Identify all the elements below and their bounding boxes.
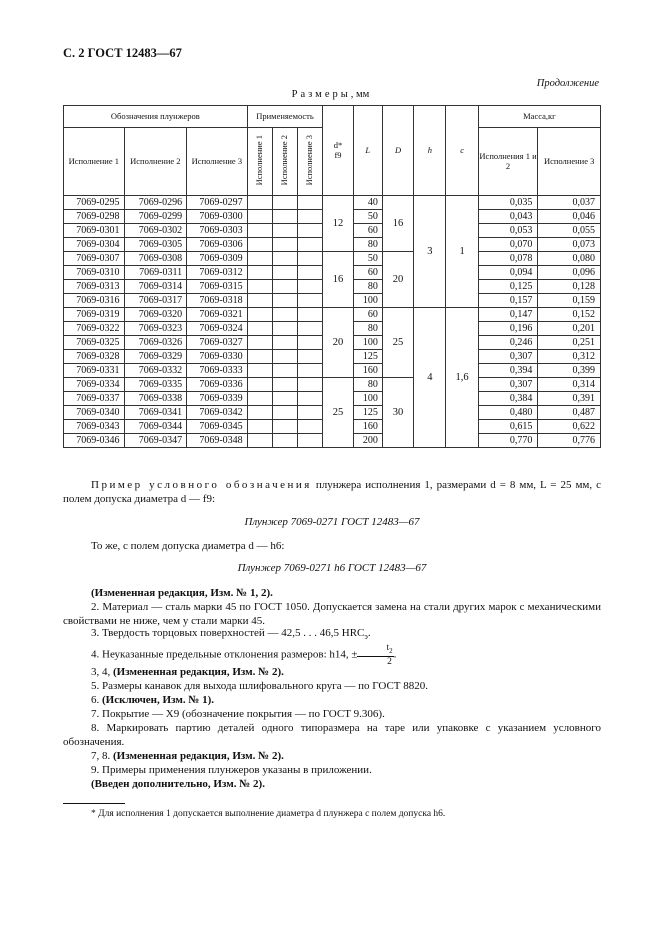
length-L: 60 bbox=[353, 266, 382, 280]
designation-2: 7069-0344 bbox=[124, 420, 187, 434]
applicability-1 bbox=[247, 406, 272, 420]
item-34-note bbox=[63, 665, 601, 679]
length-L: 50 bbox=[353, 210, 382, 224]
applicability-2 bbox=[272, 280, 297, 294]
designation-3: 7069-0336 bbox=[187, 378, 248, 392]
applicability-3 bbox=[298, 392, 323, 406]
designation-3: 7069-0339 bbox=[187, 392, 248, 406]
applicability-2 bbox=[272, 364, 297, 378]
designation-3: 7069-0303 bbox=[187, 224, 248, 238]
designation-3: 7069-0345 bbox=[187, 420, 248, 434]
applicability-3 bbox=[298, 294, 323, 308]
length-L: 80 bbox=[353, 238, 382, 252]
header-mass-3: Исполнение 3 bbox=[538, 128, 601, 196]
designation-2: 7069-0299 bbox=[124, 210, 187, 224]
applicability-3 bbox=[298, 252, 323, 266]
item-78-note bbox=[63, 749, 601, 763]
length-L: 80 bbox=[353, 322, 382, 336]
mass-3: 0,159 bbox=[538, 294, 601, 308]
designation-3: 7069-0321 bbox=[187, 308, 248, 322]
footnote: * Для исполнения 1 допускается выполнение диаметра d плунжера с полем допуска h6. bbox=[91, 809, 446, 819]
applicability-3 bbox=[298, 322, 323, 336]
applicability-3 bbox=[298, 420, 323, 434]
mass-3: 0,037 bbox=[538, 196, 601, 210]
mass-3: 0,314 bbox=[538, 378, 601, 392]
table-caption-word: Размеры bbox=[291, 89, 351, 100]
applicability-1 bbox=[247, 378, 272, 392]
designation-2: 7069-0302 bbox=[124, 224, 187, 238]
header-mass: Масса,кг bbox=[478, 106, 600, 128]
mass-12: 0,070 bbox=[478, 238, 538, 252]
applicability-3 bbox=[298, 238, 323, 252]
mass-12: 0,035 bbox=[478, 196, 538, 210]
mass-3: 0,152 bbox=[538, 308, 601, 322]
mass-3: 0,201 bbox=[538, 322, 601, 336]
item-6-num: 6. bbox=[91, 694, 102, 706]
applicability-2 bbox=[272, 266, 297, 280]
designation-2: 7069-0326 bbox=[124, 336, 187, 350]
designation-2: 7069-0338 bbox=[124, 392, 187, 406]
applicability-3 bbox=[298, 378, 323, 392]
table-row bbox=[64, 196, 601, 210]
table-row bbox=[64, 252, 601, 266]
item-4 bbox=[63, 643, 601, 667]
applicability-1 bbox=[247, 420, 272, 434]
item-3-subscript: э bbox=[364, 632, 368, 642]
length-L: 160 bbox=[353, 364, 382, 378]
header-designation-3: Исполнение 3 bbox=[187, 128, 248, 196]
diameter-D: 25 bbox=[382, 308, 413, 378]
designation-2: 7069-0329 bbox=[124, 350, 187, 364]
header-designations: Обозначения плунжеров bbox=[64, 106, 248, 128]
designation-1: 7069-0340 bbox=[64, 406, 125, 420]
designation-1: 7069-0313 bbox=[64, 280, 125, 294]
applicability-1 bbox=[247, 364, 272, 378]
header-d-main: d* bbox=[333, 139, 343, 150]
height-h: 4 bbox=[414, 308, 446, 448]
designation-1: 7069-0337 bbox=[64, 392, 125, 406]
footnote-separator bbox=[63, 803, 125, 804]
applicability-1 bbox=[247, 434, 272, 448]
mass-3: 0,391 bbox=[538, 392, 601, 406]
applicability-3 bbox=[298, 406, 323, 420]
applicability-1 bbox=[247, 196, 272, 210]
same-paragraph: То же, с полем допуска диаметра d — h6: bbox=[91, 540, 285, 552]
designation-3: 7069-0309 bbox=[187, 252, 248, 266]
applicability-1 bbox=[247, 336, 272, 350]
mass-12: 0,125 bbox=[478, 280, 538, 294]
length-L: 80 bbox=[353, 378, 382, 392]
applicability-1 bbox=[247, 238, 272, 252]
mass-3: 0,487 bbox=[538, 406, 601, 420]
item-4-end: . bbox=[393, 648, 397, 661]
mass-3: 0,776 bbox=[538, 434, 601, 448]
applicability-2 bbox=[272, 294, 297, 308]
applicability-2 bbox=[272, 420, 297, 434]
designation-3: 7069-0342 bbox=[187, 406, 248, 420]
designation-1: 7069-0346 bbox=[64, 434, 125, 448]
item-3 bbox=[63, 626, 601, 644]
diameter-D: 20 bbox=[382, 252, 413, 308]
table-caption bbox=[0, 89, 661, 100]
designation-1: 7069-0301 bbox=[64, 224, 125, 238]
mass-3: 0,399 bbox=[538, 364, 601, 378]
length-L: 100 bbox=[353, 392, 382, 406]
applicability-2 bbox=[272, 238, 297, 252]
applicability-2 bbox=[272, 336, 297, 350]
applicability-3 bbox=[298, 266, 323, 280]
mass-12: 0,480 bbox=[478, 406, 538, 420]
mass-3: 0,080 bbox=[538, 252, 601, 266]
applicability-2 bbox=[272, 406, 297, 420]
header-designation-2: Исполнение 2 bbox=[124, 128, 187, 196]
continuation-label: Продолжение bbox=[536, 78, 599, 89]
header-mass-12: Исполнения 1 и 2 bbox=[478, 128, 538, 196]
applicability-1 bbox=[247, 266, 272, 280]
diameter-D: 16 bbox=[382, 196, 413, 252]
length-L: 80 bbox=[353, 280, 382, 294]
mass-3: 0,046 bbox=[538, 210, 601, 224]
applicability-3 bbox=[298, 434, 323, 448]
designation-3: 7069-0330 bbox=[187, 350, 248, 364]
mass-12: 0,770 bbox=[478, 434, 538, 448]
item-3-text: 3. Твердость торцовых поверхностей — 42,5 . . . 46,5 HRC bbox=[91, 627, 365, 639]
fraction-num-t: t bbox=[386, 643, 390, 653]
item-4-text: 4. Неуказанные предельные отклонения размеров: h14, ± bbox=[91, 648, 358, 661]
header-applicability-3-text: Исполнение 3 bbox=[304, 134, 315, 186]
applicability-2 bbox=[272, 322, 297, 336]
table-row bbox=[64, 378, 601, 392]
example-lead: Пример условного обозначения bbox=[91, 479, 312, 491]
applicability-3 bbox=[298, 210, 323, 224]
mass-12: 0,147 bbox=[478, 308, 538, 322]
designation-1: 7069-0298 bbox=[64, 210, 125, 224]
mass-12: 0,157 bbox=[478, 294, 538, 308]
applicability-3 bbox=[298, 308, 323, 322]
length-L: 125 bbox=[353, 406, 382, 420]
mass-12: 0,196 bbox=[478, 322, 538, 336]
designation-2: 7069-0314 bbox=[124, 280, 187, 294]
designation-3: 7069-0300 bbox=[187, 210, 248, 224]
applicability-1 bbox=[247, 322, 272, 336]
designation-1: 7069-0304 bbox=[64, 238, 125, 252]
designation-1: 7069-0331 bbox=[64, 364, 125, 378]
mass-3: 0,251 bbox=[538, 336, 601, 350]
page-header: С. 2 ГОСТ 12483—67 bbox=[63, 46, 182, 60]
tolerance-fraction bbox=[357, 643, 393, 667]
header-applicability-2 bbox=[272, 128, 297, 196]
applicability-3 bbox=[298, 280, 323, 294]
fraction-numerator bbox=[357, 643, 393, 657]
chamfer-c: 1 bbox=[446, 196, 478, 308]
fraction-num-sub: 2 bbox=[389, 646, 393, 655]
diameter-d: 25 bbox=[323, 378, 353, 448]
applicability-3 bbox=[298, 336, 323, 350]
designation-1: 7069-0343 bbox=[64, 420, 125, 434]
applicability-2 bbox=[272, 308, 297, 322]
applicability-1 bbox=[247, 308, 272, 322]
applicability-2 bbox=[272, 350, 297, 364]
item-7: 7. Покрытие — Х9 (обозначение покрытия — по ГОСТ 9.306). bbox=[91, 708, 385, 720]
length-L: 100 bbox=[353, 336, 382, 350]
designation-3: 7069-0324 bbox=[187, 322, 248, 336]
applicability-3 bbox=[298, 364, 323, 378]
header-D: D bbox=[382, 106, 413, 196]
designation-3: 7069-0315 bbox=[187, 280, 248, 294]
mass-12: 0,615 bbox=[478, 420, 538, 434]
designation-example-2: Плунжер 7069-0271 h6 ГОСТ 12483—67 bbox=[237, 562, 427, 574]
header-c: c bbox=[446, 106, 478, 196]
designation-2: 7069-0335 bbox=[124, 378, 187, 392]
designation-3: 7069-0306 bbox=[187, 238, 248, 252]
length-L: 200 bbox=[353, 434, 382, 448]
length-L: 100 bbox=[353, 294, 382, 308]
diameter-D: 30 bbox=[382, 378, 413, 448]
header-applicability-1 bbox=[247, 128, 272, 196]
designation-2: 7069-0308 bbox=[124, 252, 187, 266]
length-L: 160 bbox=[353, 420, 382, 434]
item-78-bold: (Измененная редакция, Изм. № 2). bbox=[113, 750, 284, 762]
header-h: h bbox=[414, 106, 446, 196]
item-34-bold: (Измененная редакция, Изм. № 2). bbox=[113, 666, 284, 678]
applicability-2 bbox=[272, 378, 297, 392]
designation-2: 7069-0305 bbox=[124, 238, 187, 252]
item-8: 8. Маркировать партию деталей одного типоразмера на таре или упаковке с указанием условного обозначения. bbox=[63, 722, 601, 748]
designation-1: 7069-0328 bbox=[64, 350, 125, 364]
applicability-2 bbox=[272, 392, 297, 406]
mass-3: 0,128 bbox=[538, 280, 601, 294]
applicability-1 bbox=[247, 392, 272, 406]
revision-note-1: (Измененная редакция, Изм. № 1, 2). bbox=[91, 587, 273, 599]
header-d-tol: f9 bbox=[334, 149, 342, 160]
designation-3: 7069-0327 bbox=[187, 336, 248, 350]
mass-3: 0,055 bbox=[538, 224, 601, 238]
applicability-3 bbox=[298, 196, 323, 210]
applicability-1 bbox=[247, 252, 272, 266]
header-d bbox=[323, 106, 353, 196]
item-9-note: (Введен дополнительно, Изм. № 2). bbox=[91, 778, 265, 790]
length-L: 60 bbox=[353, 308, 382, 322]
designation-3: 7069-0348 bbox=[187, 434, 248, 448]
designation-2: 7069-0323 bbox=[124, 322, 187, 336]
mass-12: 0,043 bbox=[478, 210, 538, 224]
length-L: 125 bbox=[353, 350, 382, 364]
mass-12: 0,078 bbox=[478, 252, 538, 266]
mass-3: 0,622 bbox=[538, 420, 601, 434]
header-applicability-3 bbox=[298, 128, 323, 196]
designation-2: 7069-0347 bbox=[124, 434, 187, 448]
item-3-end: . bbox=[367, 627, 371, 639]
applicability-2 bbox=[272, 252, 297, 266]
designation-2: 7069-0341 bbox=[124, 406, 187, 420]
designation-2: 7069-0332 bbox=[124, 364, 187, 378]
header-applicability-2-text: Исполнение 2 bbox=[279, 134, 290, 186]
fraction-denominator: 2 bbox=[387, 656, 392, 667]
height-h: 3 bbox=[414, 196, 446, 308]
mass-12: 0,384 bbox=[478, 392, 538, 406]
table-caption-unit: , мм bbox=[350, 89, 370, 100]
mass-12: 0,094 bbox=[478, 266, 538, 280]
designation-3: 7069-0318 bbox=[187, 294, 248, 308]
item-5: 5. Размеры канавок для выхода шлифовального круга — по ГОСТ 8820. bbox=[91, 680, 429, 692]
diameter-d: 20 bbox=[323, 308, 353, 378]
designation-1: 7069-0316 bbox=[64, 294, 125, 308]
mass-12: 0,307 bbox=[478, 350, 538, 364]
designation-3: 7069-0312 bbox=[187, 266, 248, 280]
designation-3: 7069-0297 bbox=[187, 196, 248, 210]
designation-example-1: Плунжер 7069-0271 ГОСТ 12483—67 bbox=[244, 516, 420, 528]
designation-1: 7069-0310 bbox=[64, 266, 125, 280]
length-L: 40 bbox=[353, 196, 382, 210]
designation-1: 7069-0325 bbox=[64, 336, 125, 350]
mass-12: 0,246 bbox=[478, 336, 538, 350]
item-2: 2. Материал — сталь марки 45 по ГОСТ 1050. Допускается замена на стали других марок с механическими свойствами не ниже, чем у стали марки 45. bbox=[63, 601, 601, 627]
mass-12: 0,394 bbox=[478, 364, 538, 378]
designation-3: 7069-0333 bbox=[187, 364, 248, 378]
dimensions-table bbox=[63, 105, 601, 448]
applicability-2 bbox=[272, 196, 297, 210]
applicability-3 bbox=[298, 224, 323, 238]
applicability-1 bbox=[247, 350, 272, 364]
mass-3: 0,096 bbox=[538, 266, 601, 280]
header-designation-1: Исполнение 1 bbox=[64, 128, 125, 196]
applicability-1 bbox=[247, 280, 272, 294]
applicability-2 bbox=[272, 210, 297, 224]
table-body bbox=[64, 196, 601, 448]
mass-12: 0,307 bbox=[478, 378, 538, 392]
designation-2: 7069-0311 bbox=[124, 266, 187, 280]
item-6-bold: (Исключен, Изм. № 1). bbox=[102, 694, 215, 706]
designation-1: 7069-0322 bbox=[64, 322, 125, 336]
chamfer-c: 1,6 bbox=[446, 308, 478, 448]
applicability-1 bbox=[247, 224, 272, 238]
designation-1: 7069-0319 bbox=[64, 308, 125, 322]
item-34-num: 3, 4, bbox=[91, 666, 113, 678]
table-row bbox=[64, 308, 601, 322]
diameter-d: 12 bbox=[323, 196, 353, 252]
header-applicability: Применяемость bbox=[247, 106, 323, 128]
length-L: 60 bbox=[353, 224, 382, 238]
header-L: L bbox=[353, 106, 382, 196]
applicability-1 bbox=[247, 294, 272, 308]
diameter-d: 16 bbox=[323, 252, 353, 308]
example-rest: плунжера исполнения 1, размерами d = 8 мм, L = 25 мм, с полем допуска диаметра d — f9: bbox=[63, 479, 601, 505]
header-applicability-1-text: Исполнение 1 bbox=[253, 134, 264, 186]
mass-12: 0,053 bbox=[478, 224, 538, 238]
applicability-2 bbox=[272, 434, 297, 448]
item-6 bbox=[63, 693, 601, 707]
designation-2: 7069-0320 bbox=[124, 308, 187, 322]
mass-3: 0,073 bbox=[538, 238, 601, 252]
length-L: 50 bbox=[353, 252, 382, 266]
applicability-3 bbox=[298, 350, 323, 364]
example-paragraph bbox=[63, 478, 601, 506]
item-9: 9. Примеры применения плунжеров указаны в приложении. bbox=[91, 764, 372, 776]
item-78-num: 7, 8. bbox=[91, 750, 113, 762]
mass-3: 0,312 bbox=[538, 350, 601, 364]
designation-1: 7069-0295 bbox=[64, 196, 125, 210]
designation-1: 7069-0334 bbox=[64, 378, 125, 392]
designation-1: 7069-0307 bbox=[64, 252, 125, 266]
applicability-1 bbox=[247, 210, 272, 224]
designation-2: 7069-0296 bbox=[124, 196, 187, 210]
applicability-2 bbox=[272, 224, 297, 238]
designation-2: 7069-0317 bbox=[124, 294, 187, 308]
